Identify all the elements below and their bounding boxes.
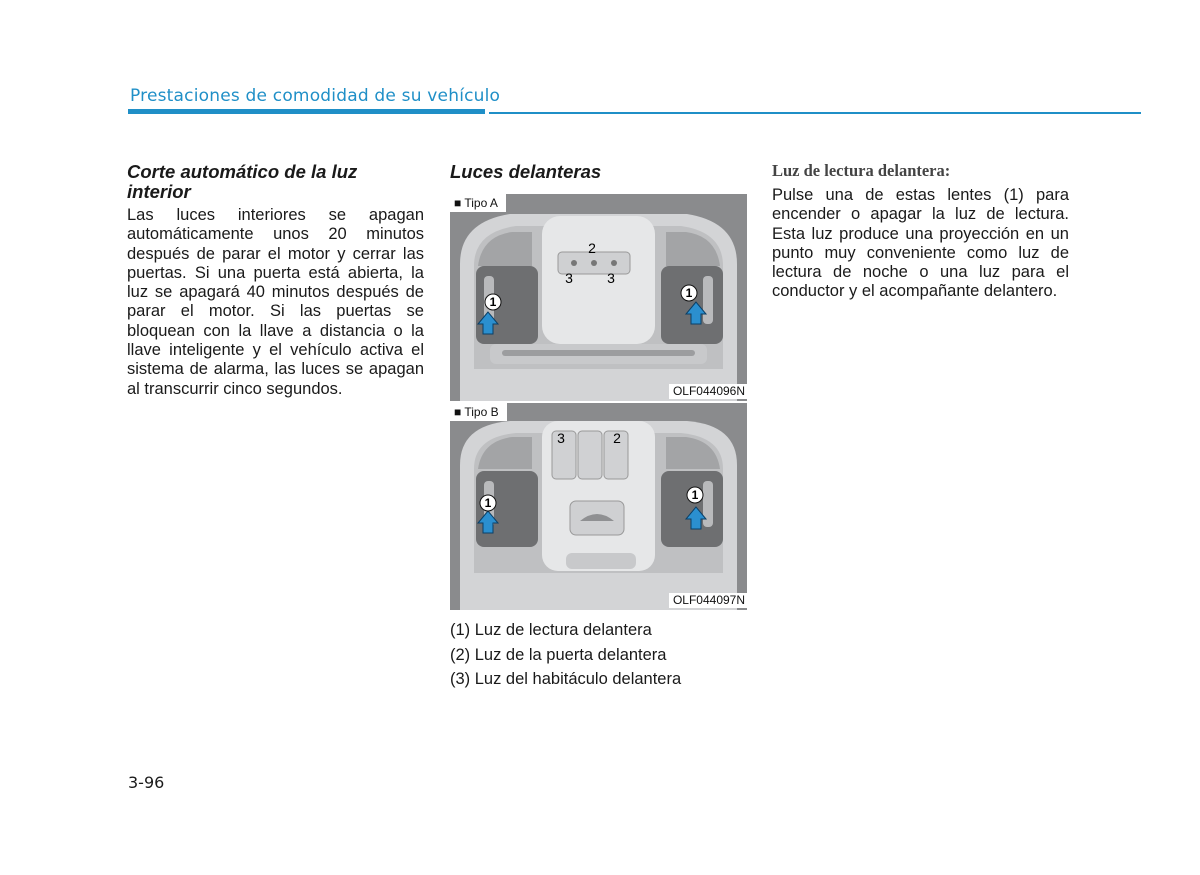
callout-label: 3: [565, 270, 573, 286]
right-column: [772, 162, 1069, 302]
callout-label: 1: [685, 286, 693, 300]
middle-column: [450, 162, 747, 692]
section-title-auto-off: Corte automático de la luz interior: [127, 161, 358, 202]
auto-off-paragraph: Las luces interiores se apagan automáticamente unos 20 minutos después de parar el motor y cerrar las puertas. Si una puerta está abierta, la luz se apagará 40 minutos después de parar el motor. Si las puertas se bloquean con la llave a distancia o la llave inteligente y el vehículo activa el sistema de alarma, las luces se apagan al transcurrir cinco segundos.: [127, 206, 424, 398]
figure-code: OLF044097N: [669, 593, 747, 608]
callout-label: 2: [613, 430, 621, 446]
left-column: [127, 162, 424, 399]
reading-light-paragraph: Pulse una de estas lentes (1) para encender o apagar la luz de lectura. Esta luz produce una proyección en un punto muy conveniente como luz de lectura de noche o una luz para el conductor y el acompañante delantero.: [772, 186, 1069, 301]
callout-label: 3: [557, 430, 565, 446]
figure-type-b: [450, 403, 747, 610]
subsection-title-reading-light: Luz de lectura delantera:: [772, 161, 951, 180]
callout-label: 3: [607, 270, 615, 286]
page-number: 3-96: [128, 773, 165, 792]
overhead-console-illustration-b: [450, 403, 747, 610]
header-rule-thin: [489, 112, 1141, 114]
overhead-console-illustration-a: [450, 194, 747, 401]
caption-item: (3) Luz del habitáculo delantera: [450, 670, 682, 688]
figure-captions: [450, 618, 747, 692]
callout-label: 1: [489, 295, 497, 309]
running-header: Prestaciones de comodidad de su vehículo: [130, 86, 501, 106]
callout-label: 1: [484, 496, 492, 510]
callout-label: 1: [691, 488, 699, 502]
header-rule-thick: [128, 109, 485, 114]
caption-item: (2) Luz de la puerta delantera: [450, 645, 667, 664]
caption-item: (1) Luz de lectura delantera: [450, 621, 652, 639]
callout-label: 2: [588, 240, 596, 256]
figure-tag: ■ Tipo A: [450, 194, 506, 212]
figure-tag: ■ Tipo B: [450, 403, 507, 421]
section-title-front-lights: Luces delanteras: [450, 161, 602, 182]
figure-code: OLF044096N: [669, 384, 747, 399]
figure-type-a: [450, 194, 747, 401]
